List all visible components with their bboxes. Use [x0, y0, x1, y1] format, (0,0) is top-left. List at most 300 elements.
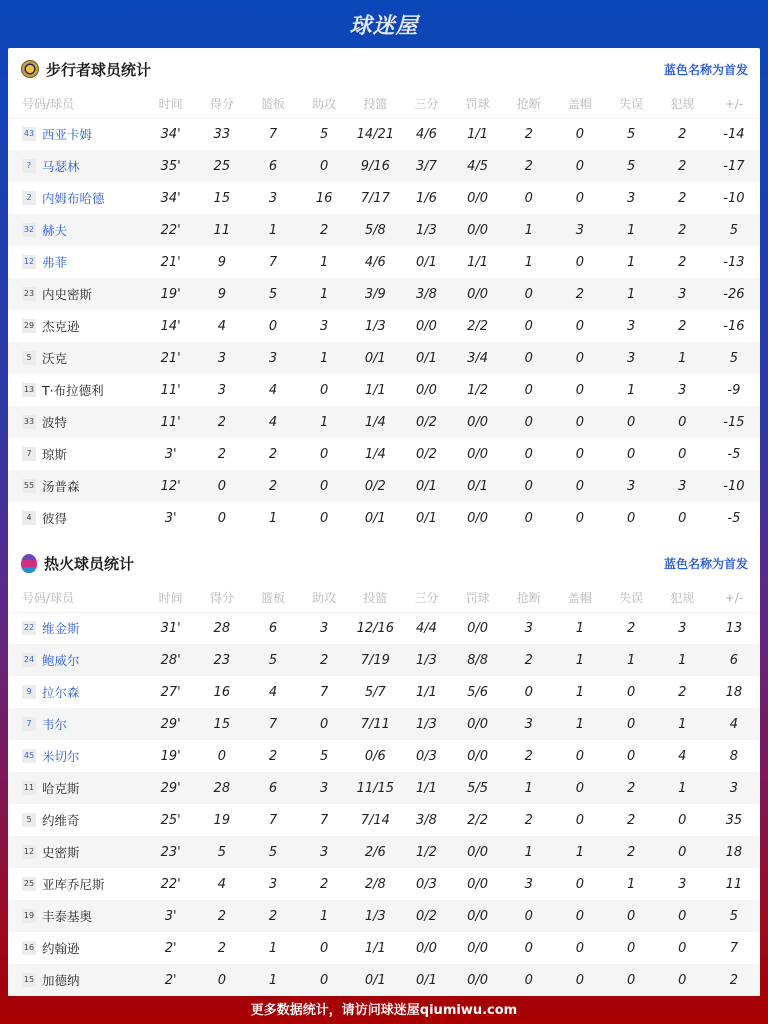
stat-cell: 1/3 — [401, 708, 452, 740]
stat-cell: 0 — [524, 446, 533, 462]
table-row[interactable] — [8, 772, 760, 804]
jersey-number: 23 — [22, 287, 36, 301]
stat-cell: 2' — [145, 964, 196, 996]
player-name[interactable]: 韦尔 — [42, 717, 68, 732]
stat-cell: 2 — [606, 836, 657, 868]
column-header[interactable]: 抢断 — [503, 90, 554, 118]
stat-cell: 1/4 — [364, 446, 386, 462]
stat-cell: 14/21 — [356, 126, 395, 142]
stat-cell: 3 — [606, 342, 657, 374]
table-row[interactable] — [8, 804, 760, 836]
stat-cell: 1/1 — [467, 126, 489, 142]
stat-cell: 9 — [196, 278, 247, 310]
stat-cell: 3/9 — [350, 278, 401, 310]
jersey-number: 11 — [22, 781, 36, 795]
stat-cell: 0/1 — [401, 964, 452, 996]
table-row[interactable] — [8, 900, 760, 932]
stat-cell: 6 — [247, 772, 298, 804]
stat-cell: 23' — [145, 836, 196, 868]
table-row[interactable] — [8, 502, 760, 534]
stat-cell: 0/6 — [364, 748, 386, 764]
column-header[interactable]: 罚球 — [452, 584, 503, 612]
player-name[interactable]: 约翰逊 — [42, 941, 80, 956]
player-name[interactable]: 加德纳 — [42, 973, 80, 988]
stat-cell: 0 — [299, 708, 350, 740]
player-cell[interactable] — [8, 246, 145, 278]
stat-cell: 3 — [247, 342, 298, 374]
player-name[interactable]: 内史密斯 — [42, 287, 93, 302]
player-cell[interactable] — [8, 438, 145, 470]
jersey-number: 12 — [22, 255, 36, 269]
stat-cell: 11/15 — [350, 772, 401, 804]
jersey-number: 24 — [22, 653, 36, 667]
stat-cell: 7 — [320, 812, 329, 828]
stat-cell: 0/1 — [350, 342, 401, 374]
starter-legend: 蓝色名称为首发 — [663, 62, 748, 77]
stat-cell: 22' — [160, 876, 181, 892]
footer-text: 更多数据统计，请访问球迷屋qiumiwu.com — [250, 1002, 518, 1018]
stat-cell: 0/0 — [415, 940, 437, 956]
table-row[interactable] — [8, 150, 760, 182]
stat-cell: 6 — [268, 620, 278, 636]
stat-cell: 25' — [160, 812, 181, 828]
stat-cell: 2 — [320, 876, 329, 892]
column-header[interactable]: 投篮 — [350, 90, 401, 118]
stat-cell: -14 — [723, 126, 745, 142]
stat-cell: 28' — [145, 644, 196, 676]
stat-cell: 34' — [160, 190, 181, 206]
player-cell[interactable] — [8, 804, 145, 836]
stat-cell: 6 — [708, 644, 760, 676]
player-name[interactable]: 维金斯 — [42, 621, 80, 637]
player-cell[interactable] — [8, 900, 145, 932]
column-header[interactable]: 号码/球员 — [8, 90, 145, 118]
footer-banner[interactable] — [0, 992, 768, 1024]
stat-cell: 1 — [299, 278, 350, 310]
player-cell[interactable] — [8, 278, 145, 310]
player-cell[interactable] — [8, 772, 145, 804]
stat-cell: 1/1 — [364, 382, 386, 398]
stat-cell: 1/1 — [364, 940, 386, 956]
stat-cell: 0 — [268, 318, 278, 334]
column-header[interactable]: 失误 — [606, 584, 657, 612]
player-name[interactable]: 马瑟林 — [42, 159, 80, 174]
section-header — [8, 542, 760, 584]
player-cell[interactable] — [8, 342, 145, 374]
player-stats-table — [8, 90, 760, 534]
stat-cell: 0/1 — [401, 342, 452, 374]
column-header[interactable]: 篮板 — [247, 584, 298, 612]
stat-cell: 5 — [626, 126, 636, 142]
stat-cell: 0/2 — [401, 900, 452, 932]
stat-cell: 16 — [213, 684, 231, 700]
player-cell[interactable] — [8, 740, 145, 772]
stat-cell: 0/0 — [452, 214, 503, 246]
stat-cell: 2 — [657, 150, 708, 182]
stat-cell: 0/3 — [415, 876, 437, 892]
player-name[interactable]: 丰泰基奥 — [42, 909, 93, 924]
player-name[interactable]: 米切尔 — [42, 749, 80, 764]
stat-cell: 2 — [606, 772, 657, 804]
stat-cell: 1/1 — [467, 254, 489, 270]
table-row[interactable] — [8, 612, 760, 644]
stat-cell: 2 — [196, 406, 247, 438]
stat-cell: 2 — [247, 470, 298, 502]
player-name[interactable]: 赫夫 — [42, 223, 68, 238]
stat-cell: 2 — [678, 190, 687, 206]
stat-cell: 1 — [626, 876, 636, 892]
stat-cell: 2 — [268, 748, 278, 764]
stat-cell: -10 — [708, 470, 760, 502]
stat-cell: 5/5 — [452, 772, 503, 804]
player-cell[interactable] — [8, 868, 145, 900]
jersey-number: 22 — [22, 621, 36, 635]
player-cell[interactable] — [8, 502, 145, 534]
player-cell[interactable] — [8, 214, 145, 246]
column-header[interactable]: 投篮 — [350, 584, 401, 612]
stat-cell: 0 — [503, 900, 554, 932]
player-cell[interactable] — [8, 310, 145, 342]
stat-cell: 0 — [575, 254, 585, 270]
table-row[interactable] — [8, 278, 760, 310]
stat-cell: 1 — [554, 836, 605, 868]
stat-cell: 0/3 — [415, 748, 437, 764]
player-name[interactable]: 拉尔森 — [42, 685, 80, 700]
stat-cell: 0 — [606, 708, 657, 740]
stat-cell: 3 — [554, 214, 605, 246]
column-header[interactable]: 助攻 — [299, 584, 350, 612]
stat-cell: 1/2 — [401, 836, 452, 868]
table-row[interactable] — [8, 644, 760, 676]
team-title: 热火球员统计 — [44, 554, 135, 573]
stat-cell: 0 — [554, 964, 605, 996]
jersey-number: 12 — [22, 845, 36, 859]
jersey-number: 2 — [22, 191, 36, 205]
player-cell[interactable] — [8, 836, 145, 868]
stat-cell: 5 — [196, 836, 247, 868]
player-name[interactable]: 鲍威尔 — [42, 653, 80, 668]
stat-cell: 11 — [725, 876, 743, 892]
player-cell[interactable] — [8, 612, 145, 644]
player-name[interactable]: 汤普森 — [42, 479, 80, 494]
player-cell[interactable] — [8, 406, 145, 438]
player-name[interactable]: 哈克斯 — [42, 781, 80, 796]
stat-cell: 7 — [247, 708, 298, 740]
stat-cell: 3 — [626, 318, 636, 334]
stat-cell: 0 — [196, 470, 247, 502]
stat-cell: 11 — [196, 214, 247, 246]
stat-cell: 1 — [320, 254, 329, 270]
column-header[interactable]: 失误 — [606, 90, 657, 118]
stat-cell: 34' — [160, 126, 181, 142]
stat-cell: 0 — [503, 470, 554, 502]
stats-card — [8, 48, 760, 992]
stat-cell: 0 — [657, 900, 708, 932]
player-cell[interactable] — [8, 470, 145, 502]
stat-cell: 1/2 — [467, 382, 489, 398]
stat-cell: 0 — [657, 964, 708, 996]
column-header[interactable]: 得分 — [196, 90, 247, 118]
stat-cell: 12/16 — [356, 620, 395, 636]
jersey-number: 4 — [22, 511, 36, 525]
column-header[interactable]: 盖帽 — [554, 90, 605, 118]
stat-cell: 2 — [678, 318, 687, 334]
stat-cell: 7/11 — [350, 708, 401, 740]
stat-cell: 1/3 — [350, 900, 401, 932]
stat-cell: 0/2 — [350, 470, 401, 502]
stat-cell: 2 — [524, 748, 533, 764]
player-name[interactable]: 琼斯 — [42, 447, 68, 462]
player-name[interactable]: 杰克逊 — [42, 319, 80, 334]
stat-cell: 1 — [575, 684, 585, 700]
player-cell[interactable] — [8, 708, 145, 740]
stat-cell: 0 — [320, 382, 329, 398]
column-header[interactable]: 罚球 — [452, 90, 503, 118]
player-name[interactable]: 弗菲 — [42, 255, 68, 270]
stat-cell: 23 — [196, 644, 247, 676]
stat-cell: 0/0 — [415, 318, 437, 334]
stat-cell: 0 — [299, 470, 350, 502]
table-header-row — [8, 584, 760, 612]
jersey-number: 16 — [22, 941, 36, 955]
starter-legend: 蓝色名称为首发 — [663, 556, 748, 571]
stat-cell: 0 — [678, 510, 687, 526]
stat-cell: -17 — [708, 150, 760, 182]
stat-cell: 12' — [145, 470, 196, 502]
stat-cell: 1 — [268, 940, 278, 956]
stat-cell: 7 — [268, 254, 278, 270]
stat-cell: 0 — [554, 342, 605, 374]
stat-cell: 3 — [626, 190, 636, 206]
player-name[interactable]: 波特 — [42, 415, 68, 430]
column-header[interactable]: 犯规 — [657, 90, 708, 118]
stat-cell: 0 — [575, 190, 585, 206]
stat-cell: 35 — [725, 812, 743, 828]
stat-cell: 0/0 — [467, 446, 489, 462]
player-name[interactable]: 沃克 — [42, 351, 68, 366]
column-header[interactable]: 得分 — [196, 584, 247, 612]
stat-cell: 0 — [575, 940, 585, 956]
stat-cell: 4 — [708, 708, 760, 740]
stat-cell: 5/8 — [350, 214, 401, 246]
column-header[interactable]: +/- — [708, 90, 760, 118]
column-header[interactable]: 三分 — [401, 90, 452, 118]
stat-cell: 0 — [678, 446, 687, 462]
stat-cell: 3 — [299, 836, 350, 868]
stat-cell: 1/1 — [415, 684, 437, 700]
stat-cell: 0/0 — [452, 836, 503, 868]
stat-cell: 1/1 — [401, 772, 452, 804]
table-row[interactable] — [8, 406, 760, 438]
player-cell[interactable] — [8, 644, 145, 676]
stat-cell: 0 — [524, 190, 533, 206]
jersey-number: 15 — [22, 973, 36, 987]
player-name[interactable]: 彼得 — [42, 511, 68, 526]
stat-cell: 0 — [524, 318, 533, 334]
stat-cell: 3 — [299, 772, 350, 804]
column-header[interactable]: 盖帽 — [554, 584, 605, 612]
table-row[interactable] — [8, 182, 760, 214]
stat-cell: 0 — [554, 470, 605, 502]
stat-cell: 4 — [268, 684, 278, 700]
player-cell[interactable] — [8, 182, 145, 214]
stat-cell: 19' — [145, 278, 196, 310]
stat-cell: 1 — [503, 772, 554, 804]
table-row[interactable] — [8, 246, 760, 278]
player-name[interactable]: 史密斯 — [42, 845, 80, 860]
column-header[interactable]: 号码/球员 — [8, 584, 145, 612]
stat-cell: 0/0 — [467, 748, 489, 764]
player-cell[interactable] — [8, 374, 145, 406]
table-row[interactable] — [8, 310, 760, 342]
player-cell[interactable] — [8, 932, 145, 964]
stat-cell: 0/2 — [415, 446, 437, 462]
table-row[interactable] — [8, 342, 760, 374]
stat-cell: 3 — [268, 876, 278, 892]
table-row[interactable] — [8, 932, 760, 964]
player-cell[interactable] — [8, 676, 145, 708]
player-cell[interactable] — [8, 150, 145, 182]
column-header[interactable]: +/- — [708, 584, 760, 612]
stat-cell: 2 — [503, 150, 554, 182]
player-name[interactable]: T·布拉德利 — [42, 383, 104, 398]
stat-cell: 0/0 — [452, 708, 503, 740]
stat-cell: 1 — [606, 278, 657, 310]
table-row[interactable] — [8, 836, 760, 868]
stat-cell: 0 — [575, 510, 585, 526]
stat-cell: 4 — [217, 876, 226, 892]
player-stats-table — [8, 584, 760, 996]
table-row[interactable] — [8, 374, 760, 406]
stat-cell: 0/2 — [401, 406, 452, 438]
column-header[interactable]: 篮板 — [247, 90, 298, 118]
jersey-number: 29 — [22, 319, 36, 333]
app-header — [0, 0, 768, 48]
stat-cell: 0 — [524, 382, 533, 398]
player-name[interactable]: 内姆布哈德 — [42, 191, 105, 206]
stat-cell: 5/7 — [364, 684, 386, 700]
stat-cell: 1 — [247, 214, 298, 246]
column-header[interactable]: 时间 — [145, 584, 196, 612]
stat-cell: 4/6 — [415, 126, 437, 142]
stat-cell: -13 — [723, 254, 745, 270]
stat-cell: 22' — [145, 214, 196, 246]
table-row[interactable] — [8, 470, 760, 502]
stat-cell: 0/0 — [452, 278, 503, 310]
stat-cell: 3 — [678, 382, 687, 398]
stat-cell: 0 — [554, 150, 605, 182]
jersey-number: 9 — [22, 685, 36, 699]
table-row[interactable] — [8, 118, 760, 150]
stat-cell: 18 — [708, 836, 760, 868]
stat-cell: 6 — [247, 150, 298, 182]
stat-cell: -16 — [723, 318, 745, 334]
jersey-number: 45 — [22, 749, 36, 763]
table-row[interactable] — [8, 438, 760, 470]
stat-cell: 29' — [145, 772, 196, 804]
player-cell[interactable] — [8, 118, 145, 150]
stat-cell: 0 — [196, 964, 247, 996]
team-section-1 — [8, 542, 760, 996]
column-header[interactable]: 时间 — [145, 90, 196, 118]
stat-cell: 2 — [626, 620, 636, 636]
stat-cell: 0/1 — [415, 254, 437, 270]
stat-cell: 2/2 — [467, 812, 489, 828]
stat-cell: 0 — [554, 406, 605, 438]
stat-cell: 1/6 — [415, 190, 437, 206]
stat-cell: 13 — [725, 620, 743, 636]
stat-cell: 3 — [217, 382, 226, 398]
stat-cell: 4/6 — [364, 254, 386, 270]
stat-cell: 0 — [575, 126, 585, 142]
jersey-number: 25 — [22, 877, 36, 891]
stat-cell: 5 — [247, 836, 298, 868]
stat-cell: 0 — [524, 510, 533, 526]
stat-cell: 0/0 — [452, 406, 503, 438]
table-row[interactable] — [8, 214, 760, 246]
stat-cell: 1 — [626, 254, 636, 270]
stat-cell: 3 — [524, 620, 533, 636]
stat-cell: 2 — [299, 644, 350, 676]
stat-cell: 5 — [247, 644, 298, 676]
player-name[interactable]: 亚库乔尼斯 — [42, 877, 105, 892]
stat-cell: 2/6 — [350, 836, 401, 868]
stat-cell: 1 — [657, 644, 708, 676]
stat-cell: 1 — [606, 214, 657, 246]
table-row[interactable] — [8, 708, 760, 740]
stat-cell: 14' — [160, 318, 181, 334]
stat-cell: 3 — [657, 470, 708, 502]
stat-cell: 5 — [247, 278, 298, 310]
column-header[interactable]: 助攻 — [299, 90, 350, 118]
stat-cell: 0 — [626, 940, 636, 956]
jersey-number: 43 — [22, 127, 36, 141]
stat-cell: 3/7 — [401, 150, 452, 182]
stat-cell: 2 — [554, 278, 605, 310]
stat-cell: 0 — [299, 964, 350, 996]
table-row[interactable] — [8, 740, 760, 772]
stat-cell: 18 — [725, 684, 743, 700]
stat-cell: 21' — [145, 342, 196, 374]
team-title: 步行者球员统计 — [46, 60, 152, 79]
stat-cell: 2' — [164, 940, 177, 956]
column-header[interactable]: 三分 — [401, 584, 452, 612]
stat-cell: 2 — [299, 214, 350, 246]
stat-cell: 21' — [160, 254, 181, 270]
stat-cell: 0 — [554, 772, 605, 804]
stat-cell: 2 — [268, 446, 278, 462]
stat-cell: 2/8 — [364, 876, 386, 892]
stat-cell: 0/0 — [467, 190, 489, 206]
stat-cell: 2 — [196, 900, 247, 932]
column-header[interactable]: 犯规 — [657, 584, 708, 612]
stat-cell: 0/0 — [452, 900, 503, 932]
stat-cell: 28 — [196, 772, 247, 804]
stat-cell: 5 — [320, 126, 329, 142]
stat-cell: 0 — [524, 684, 533, 700]
pacers-logo-icon — [21, 60, 39, 78]
stat-cell: 0 — [657, 406, 708, 438]
table-row[interactable] — [8, 868, 760, 900]
player-name[interactable]: 西亚卡姆 — [42, 127, 93, 143]
stat-cell: 2 — [503, 644, 554, 676]
player-name[interactable]: 约维奇 — [42, 813, 80, 828]
stat-cell: 19 — [213, 812, 231, 828]
stat-cell: 16 — [315, 190, 333, 206]
column-header[interactable]: 抢断 — [503, 584, 554, 612]
stat-cell: 2 — [524, 126, 533, 142]
table-row[interactable] — [8, 676, 760, 708]
